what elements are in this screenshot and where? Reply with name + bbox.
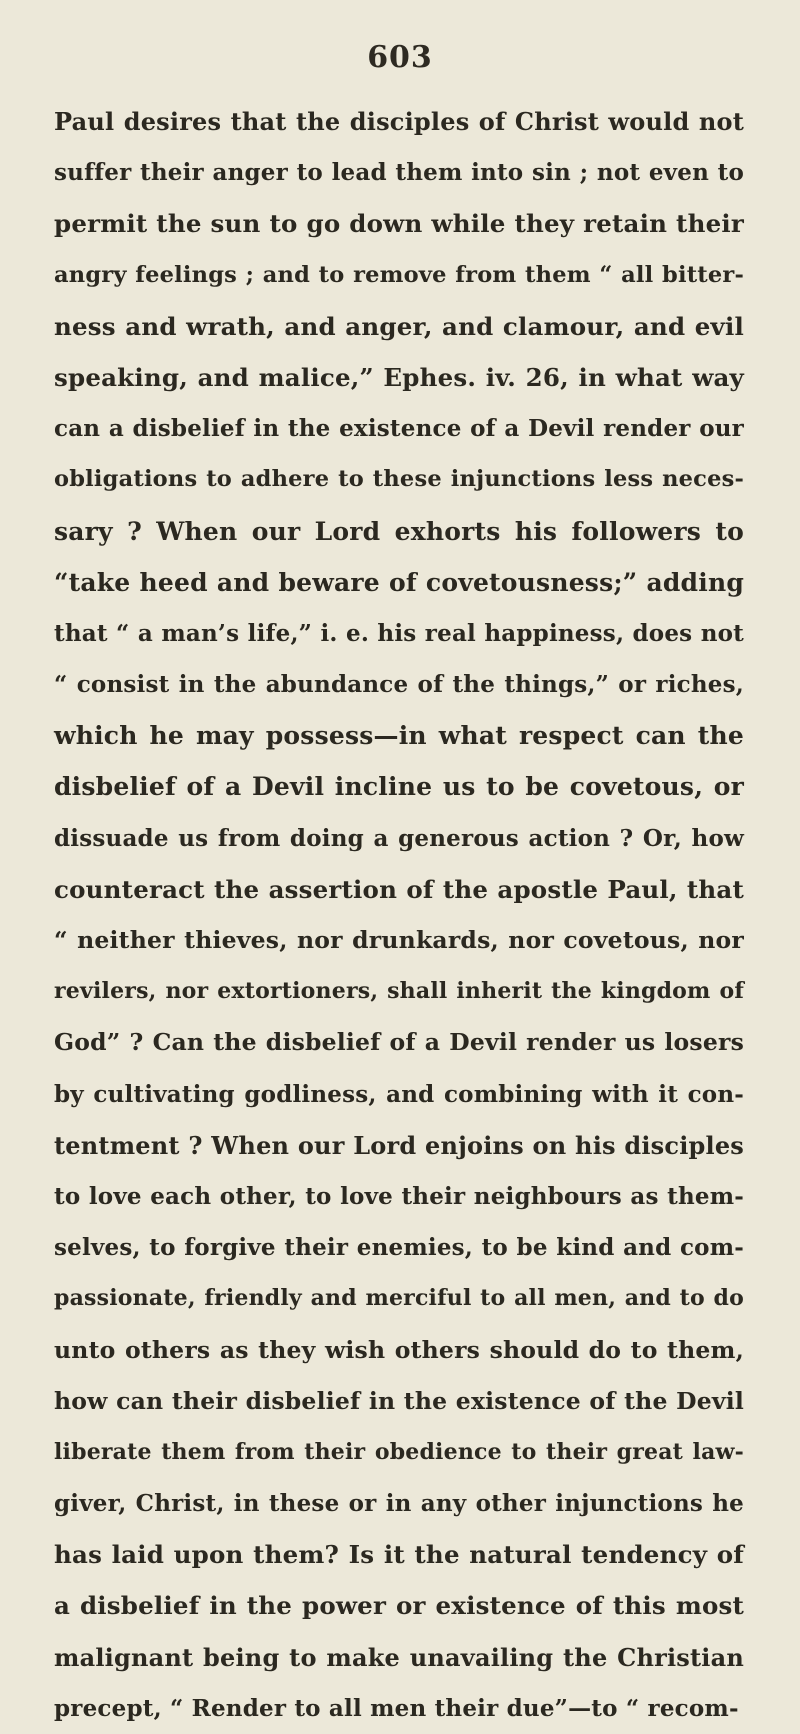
text-line: to love each other, to love their neighbours as them- — [54, 1182, 744, 1210]
text-line: revilers, nor extortioners, shall inherit the kingdom of — [54, 978, 744, 1005]
text-line: disbelief of a Devil incline us to be covetous, or — [54, 772, 744, 802]
text-line: which he may possess—in what respect can the — [54, 721, 744, 751]
page-number: 603 — [367, 40, 433, 75]
text-line: unto others as they wish others should do to them, — [54, 1335, 744, 1364]
text-line: precept, “ Render to all men their due”—to “ recom- — [54, 1694, 739, 1722]
text-line: obligations to adhere to these injunctions less neces- — [54, 466, 744, 493]
text-line: has laid upon them? Is it the natural tendency of — [54, 1540, 744, 1570]
text-line: angry feelings ; and to remove from them “ all bitter- — [54, 261, 744, 288]
text-line: God” ? Can the disbelief of a Devil render us losers — [54, 1028, 744, 1057]
text-line: how can their disbelief in the existence of the Devil — [54, 1386, 744, 1415]
text-line: counteract the assertion of the apostle Paul, that — [54, 874, 744, 904]
body-text — [54, 96, 744, 1734]
text-line: selves, to forgive their enemies, to be kind and com- — [54, 1234, 744, 1262]
text-line: that “ a man’s life,” i. e. his real happiness, does not — [54, 619, 744, 647]
text-line: “ consist in the abundance of the things,” or riches, — [54, 671, 744, 699]
text-line: “take heed and beware of covetousness;” adding — [54, 567, 744, 597]
text-line: permit the sun to go down while they retain their — [54, 209, 744, 239]
text-line: sary ? When our Lord exhorts his followers to — [54, 516, 744, 546]
text-line: ness and wrath, and anger, and clamour, and evil — [54, 311, 744, 341]
text-line: can a disbelief in the existence of a Devil render our — [54, 415, 744, 443]
text-line: dissuade us from doing a generous action ? Or, how — [54, 824, 744, 852]
text-line: liberate them from their obedience to their great law- — [54, 1438, 744, 1465]
text-line: Paul desires that the disciples of Christ would not — [54, 107, 744, 136]
text-line: tentment ? When our Lord enjoins on his disciples — [54, 1130, 744, 1160]
text-line: “ neither thieves, nor drunkards, nor covetous, nor — [54, 926, 744, 954]
text-line: by cultivating godliness, and combining with it con- — [54, 1080, 744, 1108]
text-line: passionate, friendly and merciful to all men, and to do — [54, 1285, 744, 1312]
text-line: malignant being to make unavailing the Christian — [54, 1642, 744, 1672]
text-line: a disbelief in the power or existence of this most — [54, 1591, 744, 1621]
text-line: suffer their anger to lead them into sin ; not even to — [54, 159, 744, 187]
text-line: speaking, and malice,” Ephes. iv. 26, in what way — [54, 362, 744, 392]
text-line: giver, Christ, in these or in any other injunctions he — [54, 1490, 744, 1518]
